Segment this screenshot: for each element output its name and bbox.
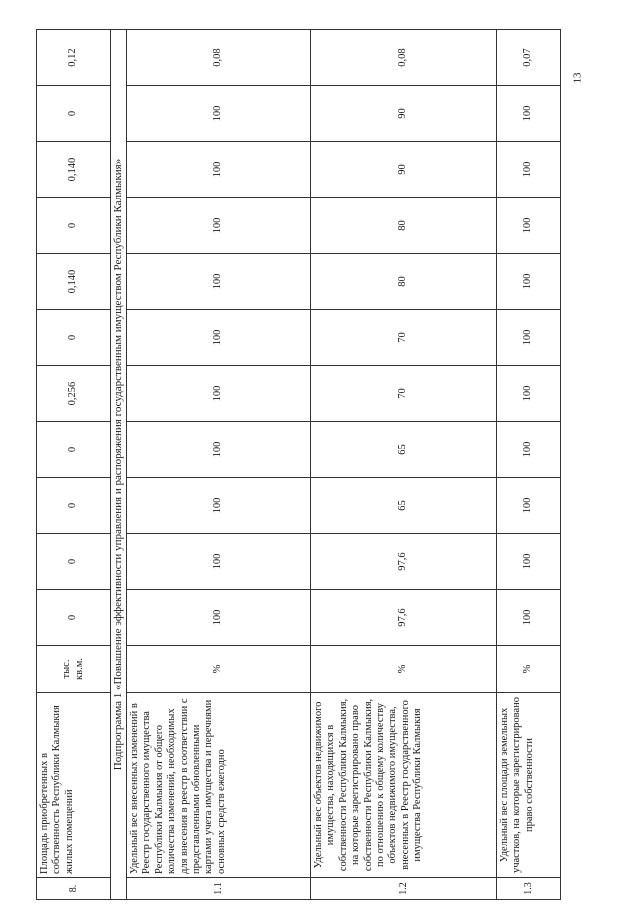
value-cell: 100 (497, 254, 561, 310)
page-number: 13 (571, 72, 584, 84)
value-cell: 0,140 (37, 254, 111, 310)
indicator-name: Площадь приобретенных в собственность Республики Калмыкия жилых помещений (37, 693, 111, 878)
value-cell: 0,07 (497, 30, 561, 86)
row-number: 1.2 (311, 878, 497, 900)
value-cell: 0,12 (37, 30, 111, 86)
value-cell: 100 (497, 366, 561, 422)
value-cell: 0 (37, 534, 111, 590)
value-cell: 65 (311, 478, 497, 534)
value-cell: 100 (127, 254, 311, 310)
value-cell: 0 (37, 310, 111, 366)
value-cell: 100 (497, 142, 561, 198)
value-cell: 0 (37, 198, 111, 254)
value-cell: 100 (127, 478, 311, 534)
value-cell: 0,140 (37, 142, 111, 198)
value-cell: 70 (311, 366, 497, 422)
subprogram-row (111, 30, 127, 900)
indicator-name: Удельный вес внесенных изменений в Реестр государственного имущества Республики Калмыкия от общего количества изменений, необходимых для внесения в реестр в соответствии с представленными обновленными картами учета имущества и перечнями основных средств ежегодно (127, 693, 311, 878)
value-cell: 100 (497, 590, 561, 646)
value-cell: 100 (497, 422, 561, 478)
value-cell: 0 (37, 86, 111, 142)
value-cell: 90 (311, 86, 497, 142)
row-number: 8. (37, 878, 111, 900)
value-cell: 97,6 (311, 534, 497, 590)
value-cell: 100 (127, 366, 311, 422)
value-cell: 90 (311, 142, 497, 198)
value-cell: 100 (127, 198, 311, 254)
value-cell: 100 (127, 422, 311, 478)
unit-cell: % (311, 646, 497, 693)
row-number: 1.1 (127, 878, 311, 900)
table-row (37, 30, 111, 900)
value-cell: 100 (127, 590, 311, 646)
row-number: 1.3 (497, 878, 561, 900)
unit-cell: % (127, 646, 311, 693)
subprogram-title: Подпрограмма 1 «Повышение эффективности управления и распоряжения государственным имуществом Республики Калмыкия» (111, 30, 127, 900)
table-row (497, 30, 561, 900)
value-cell: 80 (311, 254, 497, 310)
indicator-name: Удельный вес площади земельных участков, на которые зарегистрировано право собственности (497, 693, 561, 878)
value-cell: 97,6 (311, 590, 497, 646)
value-cell: 0,256 (37, 366, 111, 422)
unit-cell: % (497, 646, 561, 693)
value-cell: 80 (311, 198, 497, 254)
value-cell: 0,08 (127, 30, 311, 86)
value-cell: 100 (127, 310, 311, 366)
value-cell: 0 (37, 590, 111, 646)
indicator-name: Удельный вес объектов недвижимого имущества, находящихся в собственности Республики Калмыкия, на которые зарегистрировано право собственности Республики Калмыкия, по отношению к общему количеству объектов недвижимого имущества, внесенных в Реестр государственного имущества Республики Калмыкия (311, 693, 497, 878)
value-cell: 100 (127, 86, 311, 142)
value-cell: 100 (497, 534, 561, 590)
indicators-table (36, 29, 561, 900)
value-cell: 70 (311, 310, 497, 366)
value-cell: 100 (497, 478, 561, 534)
value-cell: 0 (37, 478, 111, 534)
value-cell: 100 (497, 86, 561, 142)
value-cell: 100 (127, 142, 311, 198)
table-row (127, 30, 311, 900)
rotated-table-container (36, 30, 560, 900)
value-cell: 100 (497, 198, 561, 254)
value-cell: 65 (311, 422, 497, 478)
value-cell: 100 (127, 534, 311, 590)
value-cell: 100 (497, 310, 561, 366)
value-cell: 0,08 (311, 30, 497, 86)
value-cell: 0 (37, 422, 111, 478)
table-row (311, 30, 497, 900)
unit-cell: тыс. кв.м. (37, 646, 111, 693)
